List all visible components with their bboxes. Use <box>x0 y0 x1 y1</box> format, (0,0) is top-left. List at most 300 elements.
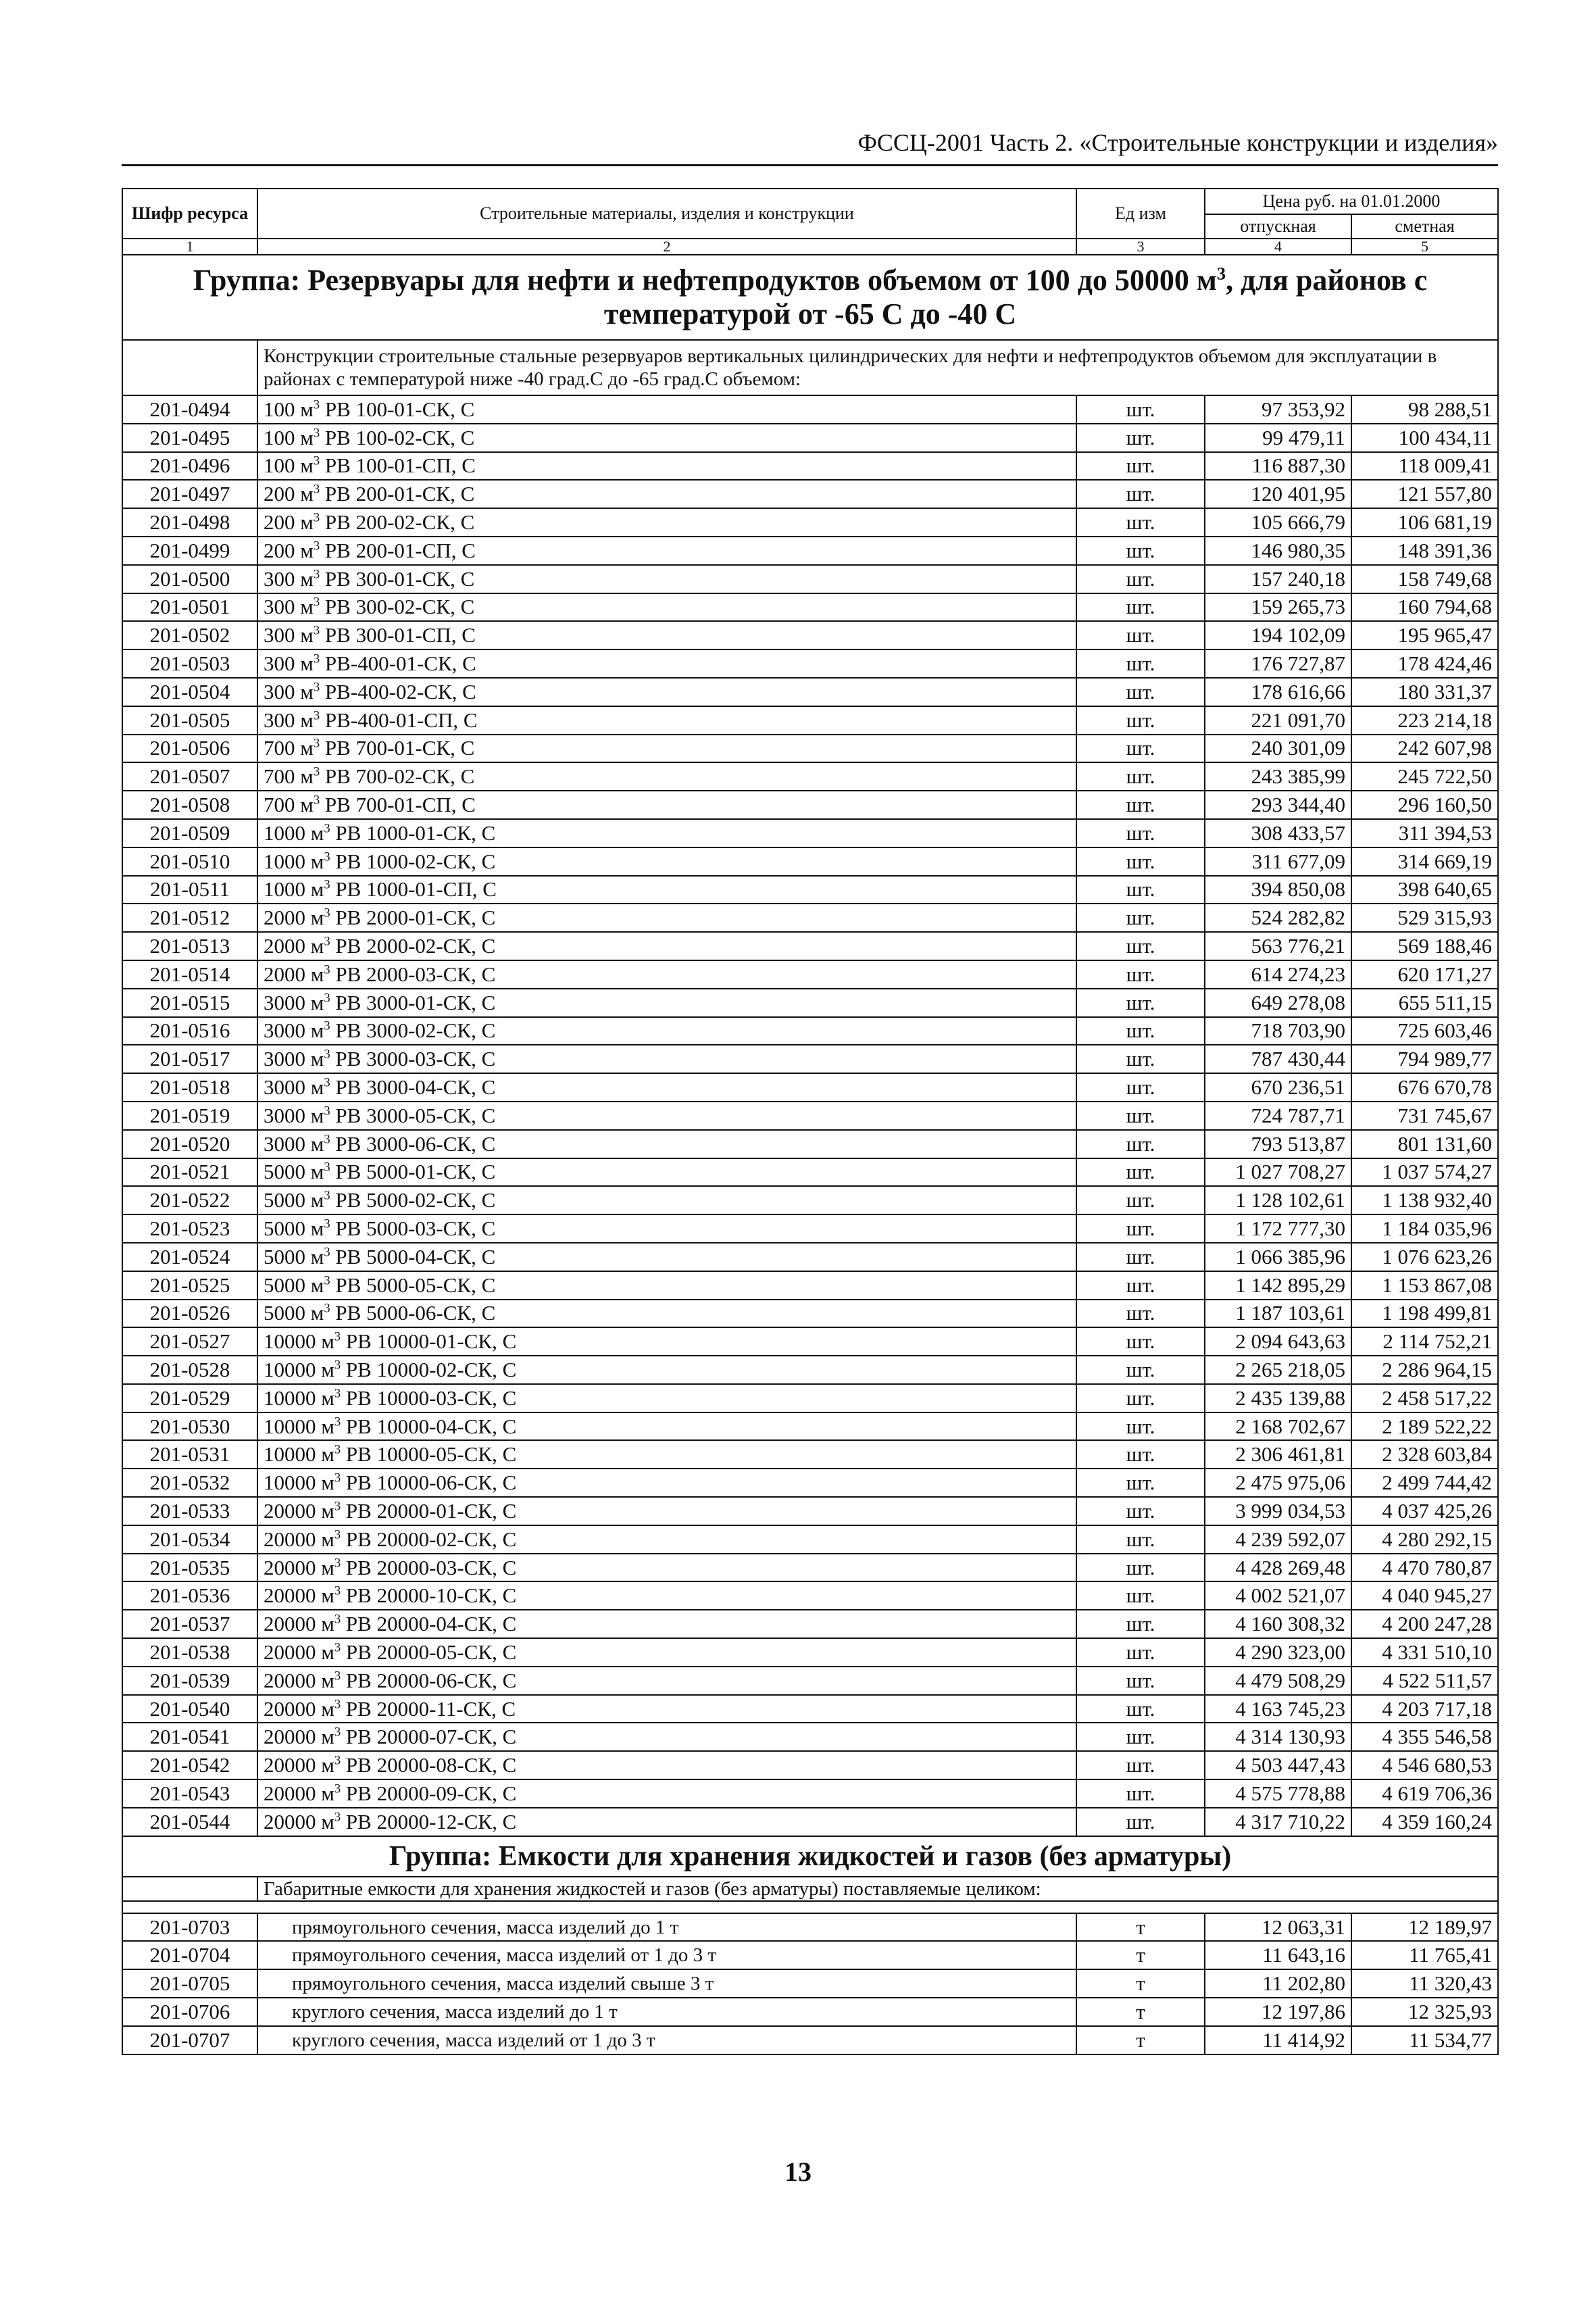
price-release: 159 265,73 <box>1205 593 1351 622</box>
model: РВ 700-01-СК, С <box>320 736 475 760</box>
volume: 700 м <box>264 736 314 760</box>
volume: 3000 м <box>264 1103 324 1127</box>
volume: 10000 м <box>264 1471 334 1495</box>
material-name <box>257 735 1076 763</box>
material-name: прямоугольного сечения, масса изделий свыше 3 т <box>257 1969 1076 1998</box>
price-release: 1 172 777,30 <box>1205 1214 1351 1243</box>
volume: 20000 м <box>264 1640 334 1664</box>
price-release: 1 142 895,29 <box>1205 1271 1351 1300</box>
unit: шт. <box>1076 649 1205 678</box>
table-row <box>122 989 1498 1017</box>
material-name <box>257 1554 1076 1582</box>
material-name <box>257 1581 1076 1610</box>
table-row <box>122 762 1498 791</box>
resource-code: 201-0535 <box>122 1554 257 1582</box>
volume: 20000 м <box>264 1555 334 1579</box>
price-release: 670 236,51 <box>1205 1073 1351 1102</box>
material-name <box>257 876 1076 904</box>
table-row <box>122 1158 1498 1187</box>
price-release: 157 240,18 <box>1205 565 1351 593</box>
volume: 2000 м <box>264 962 324 986</box>
price-release: 4 503 447,43 <box>1205 1751 1351 1779</box>
volume: 100 м <box>264 453 314 478</box>
material-name: круглого сечения, масса изделий от 1 до 3 т <box>257 2026 1076 2054</box>
header-rule <box>122 164 1498 166</box>
volume: 3000 м <box>264 1047 324 1071</box>
resource-code: 201-0509 <box>122 819 257 847</box>
volume-sup: 3 <box>324 1104 330 1118</box>
volume: 1000 м <box>264 820 324 845</box>
material-name <box>257 904 1076 932</box>
price-estimate: 4 546 680,53 <box>1351 1751 1498 1779</box>
model: РВ 300-01-СК, С <box>320 566 475 591</box>
price-release: 178 616,66 <box>1205 678 1351 706</box>
resource-code: 201-0508 <box>122 791 257 819</box>
model: РВ 10000-05-СК, С <box>341 1442 517 1467</box>
table-row <box>122 593 1498 622</box>
price-release: 243 385,99 <box>1205 762 1351 791</box>
price-estimate: 2 114 752,21 <box>1351 1327 1498 1356</box>
material-name <box>257 1045 1076 1073</box>
unit: шт. <box>1076 678 1205 706</box>
table-row <box>122 1581 1498 1610</box>
volume-sup: 3 <box>334 1329 341 1344</box>
volume: 20000 м <box>264 1809 334 1833</box>
price-estimate: 398 640,65 <box>1351 876 1498 904</box>
resource-code: 201-0498 <box>122 508 257 537</box>
table-row <box>122 960 1498 989</box>
group-description: Конструкции строительные стальные резервуаров вертикальных цилиндрических для нефти и нефтепродуктов объемом для эксплуатации в районах с температурой ниже -40 град.С до -65 град.С объемом: <box>257 340 1498 395</box>
price-release: 11 643,16 <box>1205 1941 1351 1969</box>
volume-sup: 3 <box>324 850 330 864</box>
table-row <box>122 1469 1498 1497</box>
col-unit-header: Ед изм <box>1076 189 1205 239</box>
resource-code: 201-0519 <box>122 1102 257 1130</box>
price-estimate: 245 722,50 <box>1351 762 1498 791</box>
price-estimate: 1 037 574,27 <box>1351 1158 1498 1187</box>
group-description: Габаритные емкости для хранения жидкостей и газов (без арматуры) поставляемые целиком: <box>257 1877 1498 1901</box>
table-row <box>122 1412 1498 1441</box>
resource-code: 201-0525 <box>122 1271 257 1300</box>
resource-code: 201-0530 <box>122 1412 257 1441</box>
unit: шт. <box>1076 762 1205 791</box>
model: РВ 20000-09-СК, С <box>341 1781 517 1805</box>
model: РВ 2000-03-СК, С <box>330 962 496 986</box>
material-name <box>257 1695 1076 1723</box>
material-name <box>257 1808 1076 1836</box>
model: РВ 20000-04-СК, С <box>341 1612 517 1636</box>
volume: 300 м <box>264 566 314 591</box>
volume-sup: 3 <box>324 1245 330 1260</box>
resource-code: 201-0500 <box>122 565 257 593</box>
material-name <box>257 960 1076 989</box>
resource-code: 201-0527 <box>122 1327 257 1356</box>
resource-code: 201-0510 <box>122 847 257 876</box>
price-estimate: 2 458 517,22 <box>1351 1384 1498 1412</box>
material-name <box>257 649 1076 678</box>
price-release: 99 479,11 <box>1205 424 1351 452</box>
material-name <box>257 1243 1076 1271</box>
unit: шт. <box>1076 452 1205 481</box>
price-estimate: 2 286 964,15 <box>1351 1356 1498 1384</box>
model: РВ-400-02-СК, С <box>320 679 476 704</box>
table-row <box>122 1751 1498 1779</box>
resource-code: 201-0501 <box>122 593 257 622</box>
table-row <box>122 1667 1498 1695</box>
resource-code: 201-0514 <box>122 960 257 989</box>
spacer-row <box>122 1901 1498 1913</box>
price-estimate: 180 331,37 <box>1351 678 1498 706</box>
price-estimate: 311 394,53 <box>1351 819 1498 847</box>
model: РВ 20000-07-СК, С <box>341 1725 517 1749</box>
resource-code: 201-0533 <box>122 1497 257 1525</box>
price-release: 293 344,40 <box>1205 791 1351 819</box>
resource-code: 201-0506 <box>122 735 257 763</box>
model: РВ 5000-04-СК, С <box>330 1244 496 1269</box>
unit: шт. <box>1076 1412 1205 1441</box>
price-estimate: 158 749,68 <box>1351 565 1498 593</box>
resource-code: 201-0705 <box>122 1969 257 1998</box>
resource-code: 201-0521 <box>122 1158 257 1187</box>
price-release: 4 163 745,23 <box>1205 1695 1351 1723</box>
price-release: 240 301,09 <box>1205 735 1351 763</box>
model: РВ 10000-06-СК, С <box>341 1471 517 1495</box>
model: РВ 10000-03-СК, С <box>341 1385 517 1410</box>
price-release: 614 274,23 <box>1205 960 1351 989</box>
volume: 20000 м <box>264 1668 334 1692</box>
material-name <box>257 621 1076 649</box>
model: РВ 3000-05-СК, С <box>330 1103 496 1127</box>
table-row <box>122 1497 1498 1525</box>
volume: 200 м <box>264 538 314 562</box>
volume: 100 м <box>264 397 314 421</box>
material-name <box>257 508 1076 537</box>
material-name <box>257 452 1076 481</box>
resource-code: 201-0529 <box>122 1384 257 1412</box>
col-price-release-header: отпускная <box>1205 214 1351 239</box>
price-estimate: 4 203 717,18 <box>1351 1695 1498 1723</box>
material-name <box>257 678 1076 706</box>
resource-code: 201-0703 <box>122 1913 257 1942</box>
material-name <box>257 989 1076 1017</box>
model: РВ 20000-02-СК, С <box>341 1527 517 1551</box>
price-estimate: 314 669,19 <box>1351 847 1498 876</box>
volume: 20000 м <box>264 1527 334 1551</box>
unit: шт. <box>1076 1808 1205 1836</box>
volume-sup: 3 <box>313 397 320 412</box>
table-row <box>122 565 1498 593</box>
resource-code: 201-0505 <box>122 706 257 735</box>
unit: шт. <box>1076 1554 1205 1582</box>
volume-sup: 3 <box>334 1358 341 1373</box>
volume-sup: 3 <box>313 764 320 779</box>
price-release: 120 401,95 <box>1205 480 1351 508</box>
price-estimate: 4 355 546,58 <box>1351 1723 1498 1751</box>
price-estimate: 12 189,97 <box>1351 1913 1498 1942</box>
resource-code: 201-0504 <box>122 678 257 706</box>
volume-sup: 3 <box>324 934 330 949</box>
price-estimate: 1 198 499,81 <box>1351 1300 1498 1328</box>
table-row <box>122 1941 1498 1969</box>
group-title: Группа: Емкости для хранения жидкостей и газов (без арматуры) <box>122 1836 1498 1877</box>
price-release: 2 435 139,88 <box>1205 1384 1351 1412</box>
table-row <box>122 1243 1498 1271</box>
resource-code: 201-0511 <box>122 876 257 904</box>
volume: 3000 м <box>264 1075 324 1100</box>
material-name: круглого сечения, масса изделий до 1 т <box>257 1998 1076 2026</box>
table-row <box>122 847 1498 876</box>
table-row <box>122 508 1498 537</box>
price-estimate: 4 040 945,27 <box>1351 1581 1498 1610</box>
unit: шт. <box>1076 1525 1205 1554</box>
volume-sup: 3 <box>313 737 320 752</box>
model: РВ 200-01-СК, С <box>320 482 475 506</box>
model: РВ 3000-03-СК, С <box>330 1047 496 1071</box>
resource-code: 201-0516 <box>122 1017 257 1045</box>
model: РВ 5000-06-СК, С <box>330 1301 496 1325</box>
material-name <box>257 1073 1076 1102</box>
volume: 1000 м <box>264 849 324 873</box>
table-row <box>122 452 1498 481</box>
price-estimate: 620 171,27 <box>1351 960 1498 989</box>
resource-code: 201-0523 <box>122 1214 257 1243</box>
price-release: 12 063,31 <box>1205 1913 1351 1942</box>
model: РВ-400-01-СП, С <box>320 708 478 732</box>
table-row <box>122 791 1498 819</box>
table-row <box>122 1723 1498 1751</box>
price-release: 4 239 592,07 <box>1205 1525 1351 1554</box>
price-estimate: 98 288,51 <box>1351 395 1498 424</box>
price-estimate: 242 607,98 <box>1351 735 1498 763</box>
col-number: 3 <box>1076 239 1205 255</box>
col-number: 2 <box>257 239 1076 255</box>
model: РВ 3000-02-СК, С <box>330 1018 496 1043</box>
table-row <box>122 621 1498 649</box>
volume: 3000 м <box>264 990 324 1014</box>
price-estimate: 11 534,77 <box>1351 2026 1498 2054</box>
resource-code: 201-0524 <box>122 1243 257 1271</box>
table-row <box>122 1969 1498 1998</box>
unit: шт. <box>1076 791 1205 819</box>
table-row <box>122 1073 1498 1102</box>
volume: 10000 м <box>264 1329 334 1354</box>
price-release: 4 290 323,00 <box>1205 1638 1351 1667</box>
price-estimate: 106 681,19 <box>1351 508 1498 537</box>
table-row <box>122 480 1498 508</box>
unit: шт. <box>1076 1695 1205 1723</box>
material-name <box>257 1356 1076 1384</box>
price-release: 4 002 521,07 <box>1205 1581 1351 1610</box>
volume: 20000 м <box>264 1781 334 1805</box>
model: РВ 20000-08-СК, С <box>341 1753 517 1777</box>
volume-sup: 3 <box>334 1810 341 1825</box>
model: РВ 5000-05-СК, С <box>330 1273 496 1297</box>
price-estimate: 4 470 780,87 <box>1351 1554 1498 1582</box>
unit: шт. <box>1076 876 1205 904</box>
table-row <box>122 1913 1498 1942</box>
unit: шт. <box>1076 1045 1205 1073</box>
unit: шт. <box>1076 1638 1205 1667</box>
price-estimate: 178 424,46 <box>1351 649 1498 678</box>
price-estimate: 2 189 522,22 <box>1351 1412 1498 1441</box>
material-name: прямоугольного сечения, масса изделий до 1 т <box>257 1913 1076 1942</box>
volume-sup: 3 <box>324 878 330 893</box>
unit: шт. <box>1076 1130 1205 1158</box>
material-name <box>257 762 1076 791</box>
model: РВ 20000-05-СК, С <box>341 1640 517 1664</box>
resource-code: 201-0541 <box>122 1723 257 1751</box>
unit: т <box>1076 1941 1205 1969</box>
price-release: 176 727,87 <box>1205 649 1351 678</box>
volume: 10000 м <box>264 1442 334 1467</box>
table-row <box>122 1130 1498 1158</box>
resource-code: 201-0542 <box>122 1751 257 1779</box>
material-name <box>257 1638 1076 1667</box>
material-name <box>257 424 1076 452</box>
volume-sup: 3 <box>334 1781 341 1796</box>
material-name <box>257 537 1076 565</box>
price-release: 724 787,71 <box>1205 1102 1351 1130</box>
volume: 1000 м <box>264 877 324 902</box>
volume: 5000 м <box>264 1244 324 1269</box>
volume: 10000 м <box>264 1414 334 1438</box>
resource-code: 201-0538 <box>122 1638 257 1667</box>
price-release: 97 353,92 <box>1205 395 1351 424</box>
unit: шт. <box>1076 1300 1205 1328</box>
table-row <box>122 1525 1498 1554</box>
desc-spacer <box>122 340 257 395</box>
resource-code: 201-0517 <box>122 1045 257 1073</box>
price-release: 2 475 975,06 <box>1205 1469 1351 1497</box>
col-price-estimate-header: сметная <box>1351 214 1498 239</box>
table-row <box>122 1017 1498 1045</box>
price-estimate: 4 200 247,28 <box>1351 1610 1498 1638</box>
price-release: 105 666,79 <box>1205 508 1351 537</box>
price-release: 2 094 643,63 <box>1205 1327 1351 1356</box>
price-release: 2 265 218,05 <box>1205 1356 1351 1384</box>
table-row <box>122 1327 1498 1356</box>
unit: шт. <box>1076 1214 1205 1243</box>
material-name <box>257 1102 1076 1130</box>
material-name <box>257 1440 1076 1469</box>
resource-code: 201-0532 <box>122 1469 257 1497</box>
volume-sup: 3 <box>324 1302 330 1316</box>
table-row <box>122 1440 1498 1469</box>
price-release: 311 677,09 <box>1205 847 1351 876</box>
volume-sup: 3 <box>334 1725 341 1740</box>
model: РВ 20000-06-СК, С <box>341 1668 517 1692</box>
volume: 10000 м <box>264 1385 334 1410</box>
table-row <box>122 1102 1498 1130</box>
price-estimate: 4 331 510,10 <box>1351 1638 1498 1667</box>
price-estimate: 1 153 867,08 <box>1351 1271 1498 1300</box>
volume: 200 м <box>264 510 314 535</box>
price-release: 524 282,82 <box>1205 904 1351 932</box>
table-row <box>122 537 1498 565</box>
resource-code: 201-0707 <box>122 2026 257 2054</box>
volume-sup: 3 <box>334 1414 341 1429</box>
price-estimate: 296 160,50 <box>1351 791 1498 819</box>
model: РВ 20000-10-СК, С <box>341 1583 517 1608</box>
resource-code: 201-0537 <box>122 1610 257 1638</box>
unit: шт. <box>1076 424 1205 452</box>
model: РВ 2000-02-СК, С <box>330 934 496 958</box>
desc-spacer <box>122 1877 257 1901</box>
table-row <box>122 2026 1498 2054</box>
unit: шт. <box>1076 565 1205 593</box>
volume-sup: 3 <box>324 906 330 920</box>
price-estimate: 11 320,43 <box>1351 1969 1498 1998</box>
col-number: 4 <box>1205 239 1351 255</box>
price-release: 4 575 778,88 <box>1205 1779 1351 1808</box>
volume-sup: 3 <box>313 793 320 808</box>
price-estimate: 731 745,67 <box>1351 1102 1498 1130</box>
price-estimate: 676 670,78 <box>1351 1073 1498 1102</box>
volume-sup: 3 <box>324 1075 330 1090</box>
unit: шт. <box>1076 1327 1205 1356</box>
unit: шт. <box>1076 1497 1205 1525</box>
unit: шт. <box>1076 960 1205 989</box>
price-estimate: 1 076 623,26 <box>1351 1243 1498 1271</box>
volume: 20000 м <box>264 1696 334 1721</box>
resource-code: 201-0507 <box>122 762 257 791</box>
volume-sup: 3 <box>313 708 320 723</box>
price-release: 1 066 385,96 <box>1205 1243 1351 1271</box>
unit: шт. <box>1076 1158 1205 1187</box>
volume-sup: 3 <box>334 1697 341 1712</box>
price-estimate: 2 499 744,42 <box>1351 1469 1498 1497</box>
table-row <box>122 1186 1498 1214</box>
group-title-sup: 3 <box>1216 263 1226 284</box>
material-name <box>257 1214 1076 1243</box>
table-row <box>122 1384 1498 1412</box>
unit: шт. <box>1076 1751 1205 1779</box>
model: РВ 20000-12-СК, С <box>341 1809 517 1833</box>
col-number: 5 <box>1351 239 1498 255</box>
price-release: 194 102,09 <box>1205 621 1351 649</box>
price-estimate: 121 557,80 <box>1351 480 1498 508</box>
table-row <box>122 424 1498 452</box>
material-name <box>257 1525 1076 1554</box>
material-name <box>257 1271 1076 1300</box>
resource-code: 201-0544 <box>122 1808 257 1836</box>
table-row <box>122 1214 1498 1243</box>
resource-code: 201-0496 <box>122 452 257 481</box>
price-release: 308 433,57 <box>1205 819 1351 847</box>
material-name <box>257 1751 1076 1779</box>
price-estimate: 801 131,60 <box>1351 1130 1498 1158</box>
material-name <box>257 1327 1076 1356</box>
unit: шт. <box>1076 480 1205 508</box>
price-release: 793 513,87 <box>1205 1130 1351 1158</box>
model: РВ 700-02-СК, С <box>320 764 475 789</box>
model: РВ 200-02-СК, С <box>320 510 475 535</box>
col-price-header: Цена руб. на 01.01.2000 <box>1205 189 1498 214</box>
price-release: 2 168 702,67 <box>1205 1412 1351 1441</box>
unit: шт. <box>1076 1610 1205 1638</box>
price-release: 4 428 269,48 <box>1205 1554 1351 1582</box>
price-release: 4 479 508,29 <box>1205 1667 1351 1695</box>
price-release: 4 317 710,22 <box>1205 1808 1351 1836</box>
volume: 300 м <box>264 679 314 704</box>
group-title-text: Группа: Резервуары для нефти и нефтепродуктов объемом от 100 до 50000 м <box>193 264 1217 297</box>
volume-sup: 3 <box>324 1019 330 1034</box>
col-code-header: Шифр ресурса <box>122 189 257 239</box>
unit: шт. <box>1076 1271 1205 1300</box>
col-name-header: Строительные материалы, изделия и конструкции <box>257 189 1076 239</box>
volume-sup: 3 <box>334 1443 341 1458</box>
volume-sup: 3 <box>313 510 320 525</box>
